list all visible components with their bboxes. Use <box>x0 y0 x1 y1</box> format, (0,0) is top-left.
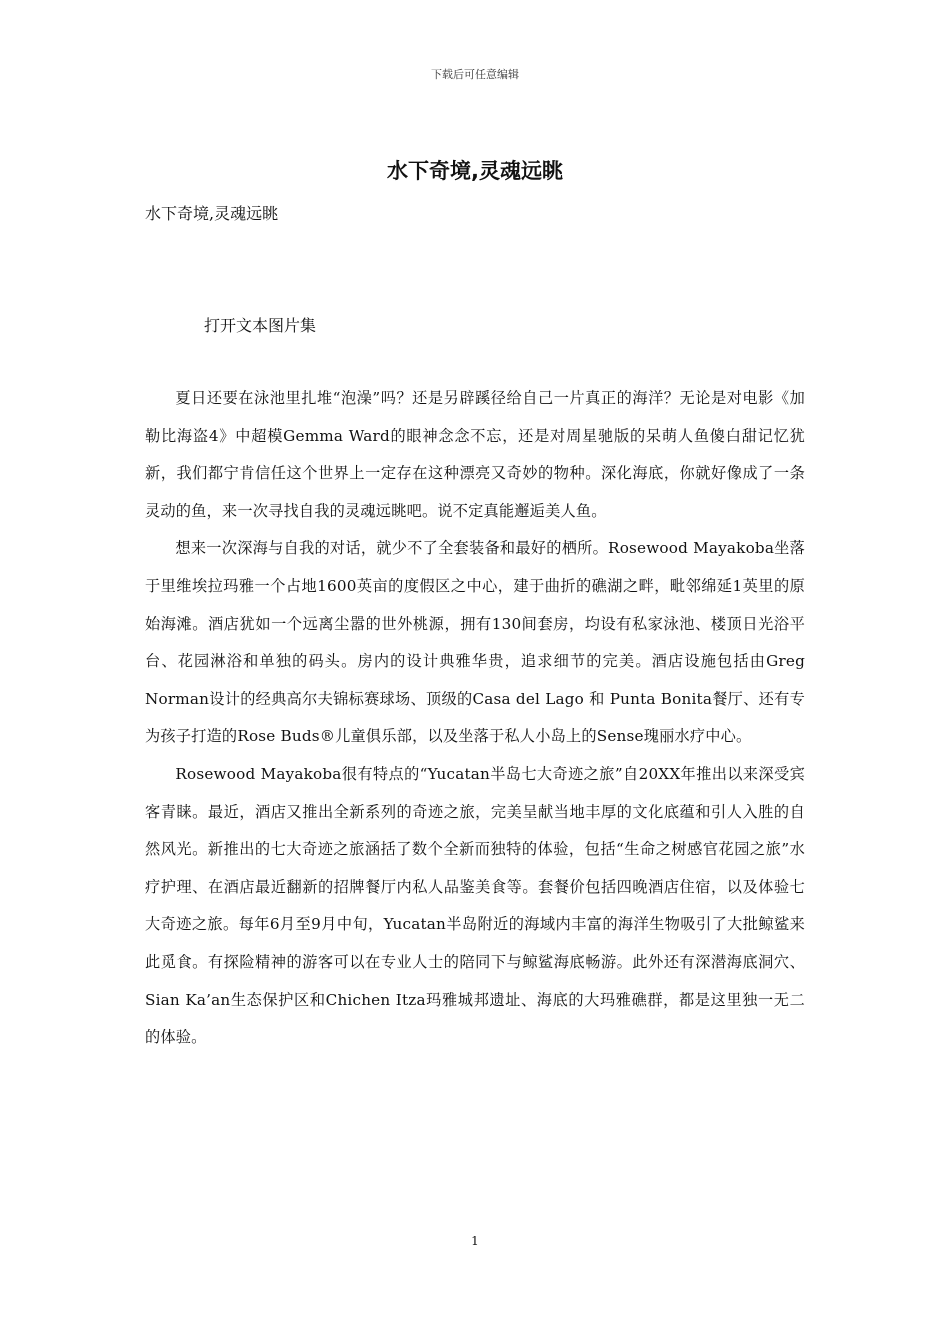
header-note: 下载后可任意编辑 <box>431 68 519 81</box>
page-title: 水下奇境,灵魂远眺 <box>387 159 563 183</box>
gallery-link[interactable]: 打开文本图片集 <box>204 316 317 335</box>
paragraph: 夏日还要在泳池里扎堆“泡澡”吗？还是另辟蹊径给自己一片真正的海洋？无论是对电影《加勒比海盗4》中超模Gemma Ward的眼神念念不忘，还是对周星驰版的呆萌人鱼傻白甜记忆犹新，我们都宁肯信任这个世界上一定存在这种漂亮又奇妙的物种。深化海底，你就好像成了一条灵动的鱼，来一次寻找自我的灵魂远眺吧。说不定真能邂逅美人鱼。 <box>145 389 805 520</box>
subtitle: 水下奇境,灵魂远眺 <box>145 204 279 223</box>
article-body <box>145 380 805 1057</box>
page-number: 1 <box>471 1234 479 1248</box>
paragraph: Rosewood Mayakoba很有特点的“Yucatan半岛七大奇迹之旅”自20XX年推出以来深受宾客青睐。最近，酒店又推出全新系列的奇迹之旅，完美呈献当地丰厚的文化底蕴和引人入胜的自然风光。新推出的七大奇迹之旅涵括了数个全新而独特的体验，包括“生命之树感官花园之旅”水疗护理、在酒店最近翻新的招牌餐厅内私人品鉴美食等。套餐价包括四晚酒店住宿，以及体验七大奇迹之旅。每年6月至9月中旬，Yucatan半岛附近的海域内丰富的海洋生物吸引了大批鲸鲨来此觅食。有探险精神的游客可以在专业人士的陪同下与鲸鲨海底畅游。此外还有深潜海底洞穴、Sian Ka’an生态保护区和Chichen Itza玛雅城邦遗址、海底的大玛雅礁群，都是这里独一无二的体验。 <box>145 764 805 1047</box>
paragraph: 想来一次深海与自我的对话，就少不了全套装备和最好的栖所。Rosewood Mayakoba坐落于里维埃拉玛雅一个占地1600英亩的度假区之中心，建于曲折的礁湖之畔，毗邻绵延1英里的原始海滩。酒店犹如一个远离尘嚣的世外桃源，拥有130间套房，均设有私家泳池、楼顶日光浴平台、花园淋浴和单独的码头。房内的设计典雅华贵，追求细节的完美。酒店设施包括由Greg Norman设计的经典高尔夫锦标赛球场、顶级的Casa del Lago 和 Punta Bonita餐厅、还有专为孩子打造的Rose Buds®儿童俱乐部，以及坐落于私人小岛上的Sense瑰丽水疗中心。 <box>145 539 805 746</box>
